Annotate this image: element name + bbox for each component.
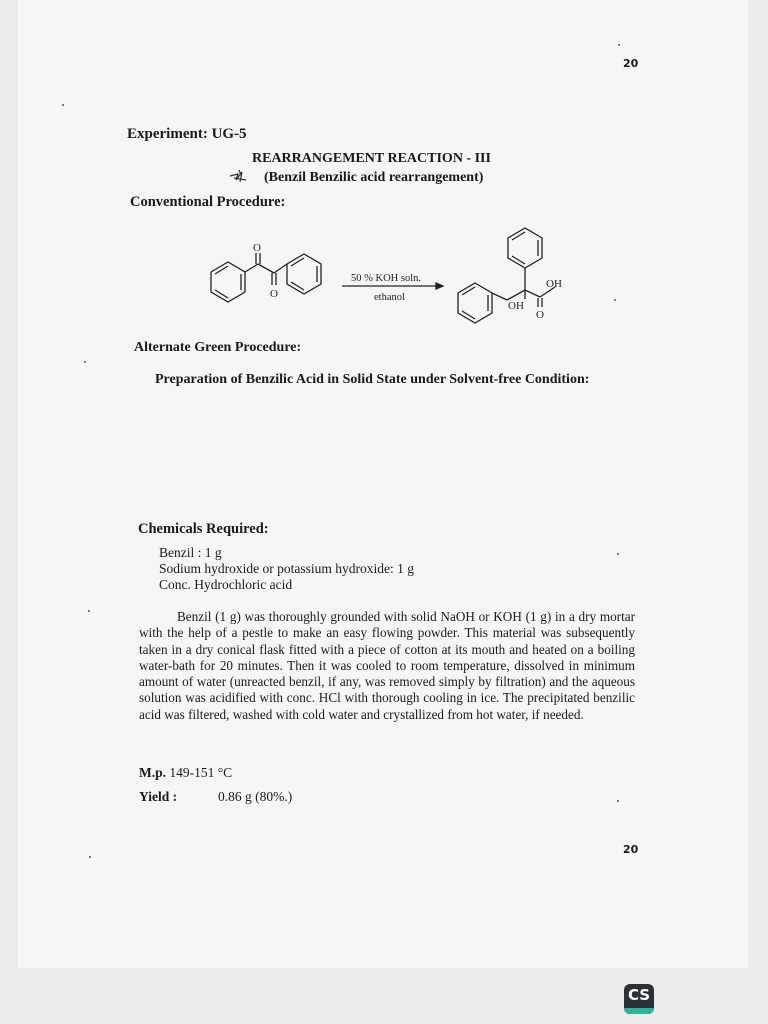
melting-point-label: M.p.: [139, 765, 166, 780]
carbonyl-oxygen-label: O: [536, 309, 544, 321]
chemicals-heading: Chemicals Required:: [138, 521, 269, 537]
camscanner-logo: [624, 984, 654, 1014]
scan-speck: [62, 104, 64, 106]
scan-speck: [89, 856, 91, 858]
benzil-oxygen-bottom: O: [270, 288, 278, 300]
alternate-procedure-heading: Alternate Green Procedure:: [134, 340, 302, 355]
section-title: REARRANGEMENT REACTION - III: [252, 151, 491, 166]
camscanner-logo-bar: [624, 1008, 654, 1014]
handwritten-mark-icon: [228, 168, 250, 188]
chemical-item: Conc. Hydrochloric acid: [159, 577, 293, 592]
alcohol-hydroxyl-label: OH: [508, 300, 524, 312]
scan-speck: [617, 553, 619, 555]
chemicals-list: [159, 545, 414, 593]
scan-speck: [617, 800, 619, 802]
reagent-label: 50 % KOH soln.: [351, 273, 421, 284]
procedure-paragraph: Benzil (1 g) was thoroughly grounded with solid NaOH or KOH (1 g) in a dry mortar with the help of a pestle to make an easy flowing powder. This material was subsequently taken in a dry conical flask fitted with a piece of cotton at its mouth and heated on a boiling water-bath for 20 minutes. Then it was cooled to room temperature, dissolved in minimum amount of water (unreacted benzil, if any, was removed simply by filtration) and the aqueous solution was acidified with conc. HCl with thorough cooling in ice. The precipitated benzilic acid was filtered, washed with cold water and crystallized from hot water, if needed.: [139, 609, 635, 722]
acid-hydroxyl-label: OH: [546, 278, 562, 290]
experiment-label: Experiment: UG-5: [127, 126, 247, 142]
benzil-oxygen-top: O: [253, 242, 261, 254]
document-page: [18, 0, 748, 968]
yield-label: Yield :: [139, 789, 178, 804]
scan-speck: [618, 44, 620, 46]
reaction-scheme: [190, 215, 580, 325]
preparation-heading: Preparation of Benzilic Acid in Solid State under Solvent-free Condition:: [155, 372, 590, 387]
scan-speck: [88, 610, 90, 612]
melting-point: [139, 765, 232, 781]
camscanner-logo-text: CS: [627, 986, 651, 1004]
melting-point-value: 149-151 °C: [169, 765, 233, 780]
conventional-procedure-heading: Conventional Procedure:: [130, 194, 286, 210]
chemical-item: Benzil : 1 g: [159, 545, 222, 560]
section-subtitle: (Benzil Benzilic acid rearrangement): [264, 170, 484, 185]
solvent-label: ethanol: [374, 292, 405, 303]
page-number-bottom: 20: [623, 843, 639, 856]
scan-speck: [614, 299, 616, 301]
scan-speck: [84, 361, 86, 363]
yield-value: 0.86 g (80%.): [218, 789, 293, 804]
page-number-top: 20: [623, 57, 639, 70]
chemical-item: Sodium hydroxide or potassium hydroxide: 1 g: [159, 561, 414, 576]
